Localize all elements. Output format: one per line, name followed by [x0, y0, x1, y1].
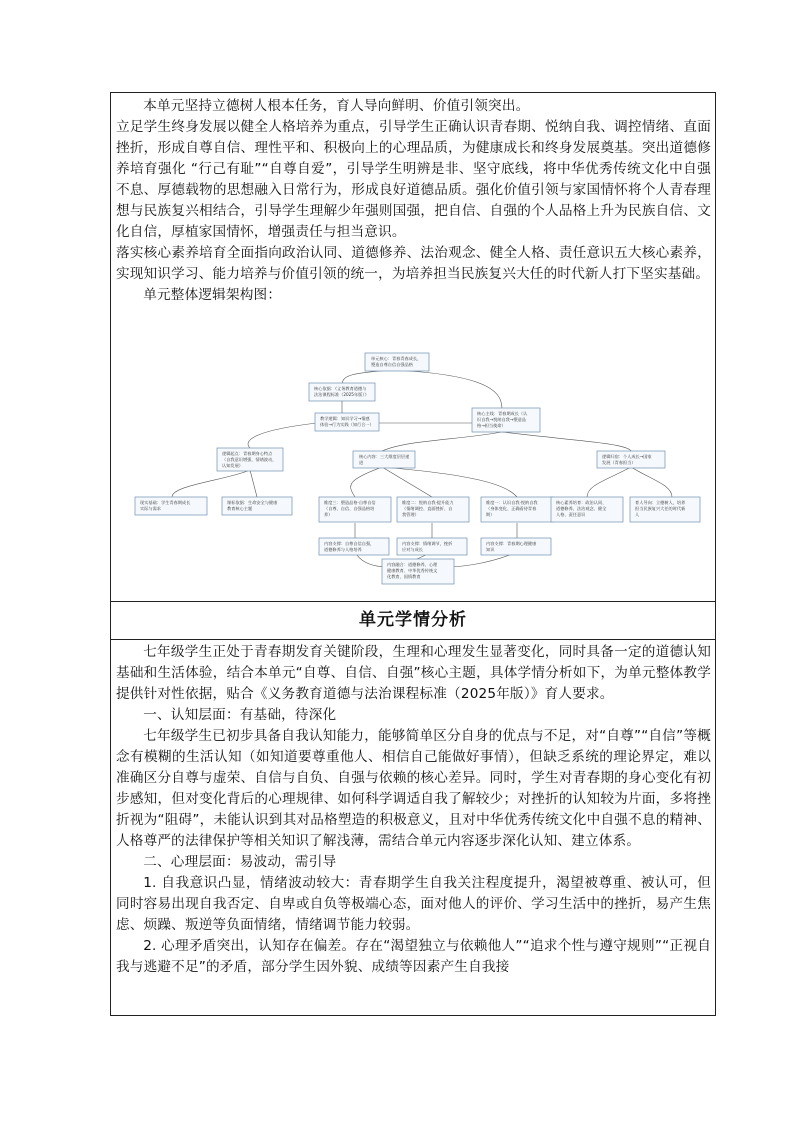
svg-text:健康教育、中华优秀传统文: 健康教育、中华优秀传统文 [387, 568, 438, 573]
svg-text:维度一：认识自我·悦纳自我: 维度一：认识自我·悦纳自我 [486, 500, 538, 505]
node-mainline [472, 408, 540, 432]
analysis-heading-cognition: 一、认知层面：有基础，待深化 [143, 707, 337, 723]
objectives-personality: 立足学生终身发展以健全人格培养为重点，引导学生正确认识青春期、悦纳自我、调控情绪、直面挫折，形成自尊自信、理性平和、积极向上的心理品质，为健康成长和终身发展奠基。突出道德修养培育强化 “行己有耻”“自尊自爱”，引导学生明辨是非、坚守底线，将中华优秀传统文化中自强不息、厚德载物的思想融入日常行为，形成良好道德品质。强化价值引领与家国情怀将个人青春理想与民族复兴相结合，引导学生理解少年强则国强，把自信、自强的个人品格上升为民族自信、文化自信，厚植家国情怀，增强责任与担当意识。 [116, 119, 711, 240]
svg-text:（情绪调控、直面挫折、自: （情绪调控、直面挫折、自 [402, 506, 453, 511]
svg-text:课标依据：生命安全与健康: 课标依据：生命安全与健康 [227, 500, 278, 505]
svg-text:现实基础：学生青春期成长: 现实基础：学生青春期成长 [140, 500, 191, 505]
analysis-intro: 七年级学生正处于青春期发育关键阶段，生理和心理发生显著变化，同时具备一定的道德认知基础和生活体验，结合本单元“自尊、自信、自强”核心主题，具体学情分析如下，为单元整体教学提供针对性依据，贴合《义务教育道德与法治课程标准（2025年版）》育人要求。 [116, 644, 711, 702]
svg-text:人: 人 [635, 512, 640, 517]
node-reality-basis [135, 497, 207, 515]
svg-text:核心素养培育：政治认同、: 核心素养培育：政治认同、 [556, 500, 607, 505]
node-literacy [551, 497, 623, 522]
svg-text:实际与需求: 实际与需求 [140, 506, 161, 511]
svg-text:教育核心主题: 教育核心主题 [227, 506, 253, 511]
node-content-fusion [382, 559, 454, 584]
svg-text:担当民族复兴大任的时代新: 担当民族复兴大任的时代新 [635, 506, 686, 511]
node-support-3 [319, 538, 389, 555]
svg-text:逻辑归宿：个人成长→国家: 逻辑归宿：个人成长→国家 [602, 454, 652, 459]
svg-text:我管理）: 我管理） [402, 512, 419, 517]
node-basis [309, 383, 375, 401]
node-core-content [353, 451, 415, 468]
svg-text:逻辑起点：青春期身心特点: 逻辑起点：青春期身心特点 [222, 451, 273, 456]
section-title: 单元学情分析 [359, 610, 467, 630]
analysis-psychology-2: 2. 心理矛盾突出，认知存在偏差。存在“渴望独立与依赖他人”“追求个性与遵守规则”“正视自我与逃避不足”的矛盾，部分学生因外貌、成绩等因素产生自我接 [116, 938, 711, 975]
svg-text:教学逻辑：知识学习→情感: 教学逻辑：知识学习→情感 [320, 416, 370, 421]
svg-text:（自尊、自信、自强品格培: （自尊、自信、自强品格培 [324, 506, 375, 511]
objectives-text [111, 93, 715, 306]
node-starting-point [217, 448, 283, 471]
svg-text:知识: 知识 [486, 547, 495, 552]
node-core [365, 353, 429, 371]
svg-text:内容支撑：情绪调节，挫折: 内容支撑：情绪调节，挫折 [402, 541, 453, 546]
objectives-intro: 本单元坚持立德树人根本任务，育人导向鲜明、价值引领突出。 [143, 98, 530, 114]
svg-text:核心内容：三大维度层层递: 核心内容：三大维度层层递 [359, 454, 410, 459]
node-education-goal [630, 497, 700, 522]
node-destination [597, 451, 665, 468]
node-curriculum-basis [222, 497, 292, 515]
content-table [110, 92, 716, 1016]
svg-text:（身体变化、正确看待青春: （身体变化、正确看待青春 [486, 506, 537, 511]
svg-text:识自我→悦纳自我→塑造品: 识自我→悦纳自我→塑造品 [477, 417, 526, 422]
node-teaching-logic [315, 413, 379, 431]
svg-text:化教育、国情教育: 化教育、国情教育 [387, 574, 421, 579]
analysis-psychology-1: 1. 自我意识凸显，情绪波动较大：青春期学生自我关注程度提升，渴望被尊重、被认可，但同时容易出现自我否定、自卑或自负等极端心态，面对他人的评价、学习生活中的挫折，易产生焦虑、烦躁、叛逆等负面情绪，情绪调节能力较弱。 [116, 875, 711, 933]
node-dimension-2 [397, 497, 469, 522]
svg-text:内容融合：道德修养、心理: 内容融合：道德修养、心理 [387, 562, 438, 567]
section-header-cell [111, 602, 715, 640]
svg-text:单元核心：青春青春成长，: 单元核心：青春青春成长， [371, 356, 422, 361]
svg-text:认知发展）: 认知发展） [222, 463, 243, 468]
svg-text:维度二：悦纳自我·提升能力: 维度二：悦纳自我·提升能力 [402, 500, 454, 505]
svg-text:发展（青春担当）: 发展（青春担当） [602, 460, 636, 465]
svg-text:体验→行为实践（知行合一）: 体验→行为实践（知行合一） [320, 422, 374, 427]
svg-text:内容支撑：青春期心理健康: 内容支撑：青春期心理健康 [486, 541, 537, 546]
svg-text:（自我意识增强，情绪波动，: （自我意识增强，情绪波动， [222, 457, 277, 462]
svg-text:道德修养、法治观念、健全: 道德修养、法治观念、健全 [556, 506, 607, 511]
svg-text:维度三：塑造品格·自尊自信: 维度三：塑造品格·自尊自信 [324, 500, 376, 505]
svg-text:养）: 养） [324, 512, 333, 517]
svg-text:道德修养与人格培养: 道德修养与人格培养 [324, 547, 362, 552]
svg-text:人格、责任意识: 人格、责任意识 [556, 512, 586, 517]
node-support-2 [397, 538, 467, 555]
svg-text:期）: 期） [486, 512, 495, 517]
svg-text:进: 进 [359, 460, 364, 465]
node-support-1 [481, 538, 551, 555]
svg-text:应对与成长: 应对与成长 [402, 547, 423, 552]
svg-text:法治课程标准（2025年版）》: 法治课程标准（2025年版）》 [314, 392, 369, 397]
svg-text:格→担当使命）: 格→担当使命） [477, 423, 506, 428]
diagram-caption: 单元整体逻辑架构图： [143, 287, 282, 303]
analysis-cell [111, 640, 715, 1016]
svg-text:内容支撑：自尊自信自强，: 内容支撑：自尊自信自强， [324, 541, 375, 546]
node-dimension-1 [481, 497, 553, 522]
unit-objectives-cell [111, 93, 715, 602]
analysis-heading-psychology: 二、心理层面：易波动，需引导 [143, 854, 337, 870]
svg-text:塑造自尊自信自强品格: 塑造自尊自信自强品格 [371, 362, 413, 367]
analysis-text [111, 640, 715, 978]
analysis-cognition: 七年级学生已初步具备自我认知能力，能够简单区分自身的优点与不足，对“自尊”“自信”等概念有模糊的生活认知（如知道要尊重他人、相信自己能做好事情），但缺乏系统的理论界定，难以准确区分自尊与虚荣、自信与自负、自强与依赖的核心差异。同时，学生对青春期的身心变化有初步感知，但对变化背后的心理规律、如何科学调适自我了解较少；对挫折的认知较为片面，多将挫折视为“阻碍”，未能认识到其对品格塑造的积极意义，且对中华优秀传统文化中自强不息的精神、人格尊严的法律保护等相关知识了解浅薄，需结合单元内容逐步深化认知、建立体系。 [116, 728, 711, 849]
svg-text:核心主线：青春期成长（认: 核心主线：青春期成长（认 [477, 411, 528, 416]
unit-logic-diagram [127, 345, 702, 585]
svg-text:核心依据：《义务教育道德与: 核心依据：《义务教育道德与 [314, 386, 367, 391]
node-dimension-3 [319, 497, 391, 522]
svg-text:育人导向：立德树人，培养: 育人导向：立德树人，培养 [635, 500, 686, 505]
objectives-core-literacy: 落实核心素养培育全面指向政治认同、道德修养、法治观念、健全人格、责任意识五大核心素养，实现知识学习、能力培养与价值引领的统一，为培养担当民族复兴大任的时代新人打下坚实基础。 [116, 245, 711, 282]
